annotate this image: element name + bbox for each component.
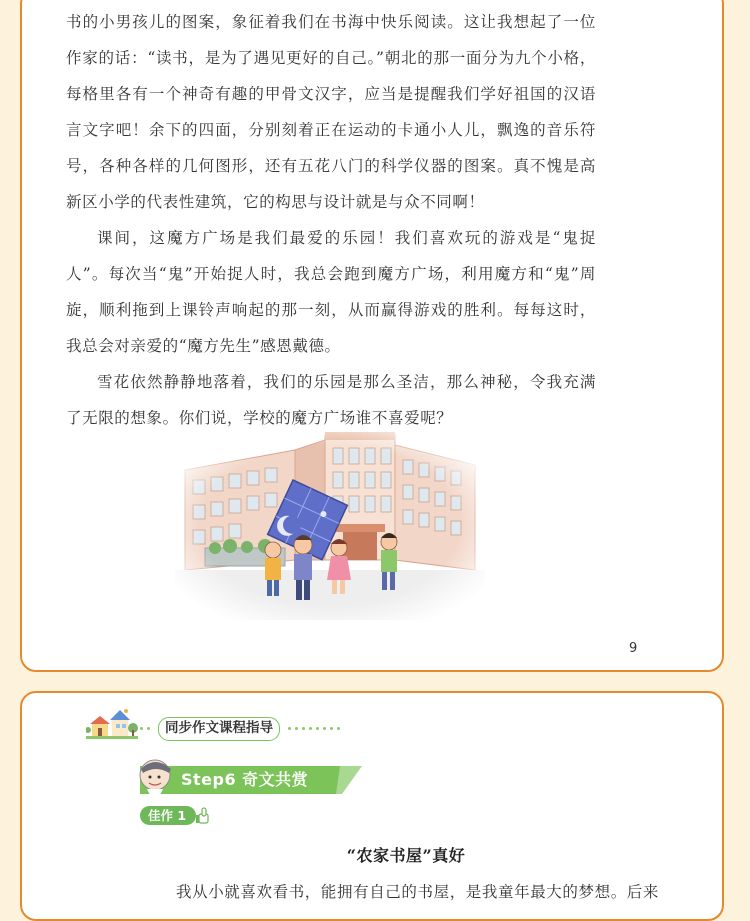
essay-first-line: 我从小就喜欢看书，能拥有自己的书屋，是我童年最大的梦想。后来 xyxy=(176,883,660,901)
essay-title: “农家书屋”真好 xyxy=(346,846,466,865)
article-paragraph: 课间，这魔方广场是我们最爱的乐园！我们喜欢玩的游戏是“鬼捉人”。每次当“鬼”开始捉人时，我总会跑到魔方广场，利用魔方和“鬼”周旋，顺利拖到上课铃声响起的那一刻，从而赢得游戏的胜利。每每这时，我总会对亲爱的“魔方先生”感恩戴德。 xyxy=(66,229,596,355)
village-house-icon xyxy=(86,706,138,740)
teacher-avatar-icon xyxy=(137,757,177,797)
school-cube-illustration xyxy=(175,430,485,620)
section-label: 同步作文课程指导 xyxy=(158,717,280,741)
essay-badge-label: 佳作 1 xyxy=(148,808,187,823)
dotted-divider xyxy=(288,727,344,731)
article-paragraph: 书的小男孩儿的图案，象征着我们在书海中快乐阅读。这让我想起了一位作家的话：“读书，是为了遇见更好的自己。”朝北的那一面分为九个小格，每格里各有一个神奇有趣的甲骨文汉字，应当是提醒我们学好祖国的汉语言文字吧！余下的四面，分别刻着正在运动的卡通小人儿，飘逸的音乐符号，各种各样的几何图形，还有五花八门的科学仪器的图案。真不愧是高新区小学的代表性建筑，它的构思与设计就是与众不同啊！ xyxy=(66,13,596,211)
thumbs-up-icon xyxy=(196,806,212,826)
article-paragraph: 雪花依然静静地落着，我们的乐园是那么圣洁，那么神秘，令我充满了无限的想象。你们说，学校的魔方广场谁不喜爱呢？ xyxy=(66,373,596,427)
article-body xyxy=(66,4,596,436)
page-number: 9 xyxy=(629,641,638,656)
step-title: Step6 奇文共赏 xyxy=(181,770,309,789)
dotted-divider xyxy=(140,727,156,731)
